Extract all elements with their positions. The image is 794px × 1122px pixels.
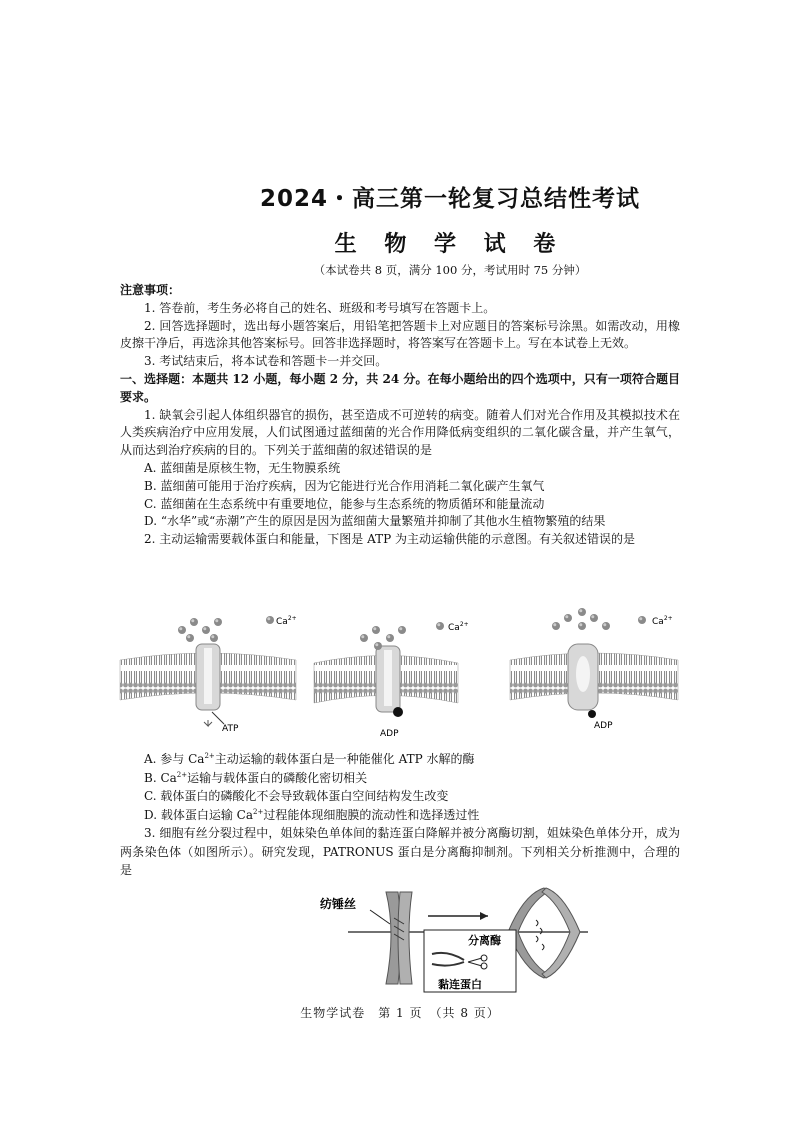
question-1-stem: 1. 缺氧会引起人体组织器官的损伤，甚至造成不可逆转的病变。随着人们对光合作用及其模拟技术在人类疾病治疗中应用发展，人们试图通过蓝细菌的光合作用降低病变组织的二氧化碳含量，并产生氧气，从而达到治疗疾病的目的。下列关于蓝细菌的叙述错误的是: [120, 407, 680, 458]
question-1-option-d: D. “水华”或“赤潮”产生的原因是因为蓝细菌大量繁殖并抑制了其他水生植物繁殖的结果: [144, 514, 606, 529]
ion-label-3: $Ca^{2+}$: [652, 615, 673, 627]
question-2-option-d: D. 载体蛋白运输 $Ca^{2+}$过程能体现细胞膜的流动性和选择透过性: [144, 807, 480, 822]
exam-body: [120, 282, 680, 549]
question-2-option-c: C. 载体蛋白的磷酸化不会导致载体蛋白空间结构发生改变: [144, 789, 449, 803]
section-heading: 一、选择题：本题共 12 小题，每小题 2 分，共 24 分。在每小题给出的四个选项中，只有一项符合题目要求。: [120, 371, 680, 404]
page-footer: 生物学试卷 第 1 页 （共 8 页）: [300, 1006, 500, 1020]
membrane-panel-1: [120, 616, 296, 726]
atp-label: ATP: [222, 724, 239, 734]
chromosome-figure: [318, 884, 590, 994]
question-1-option-c: C. 蓝细菌在生态系统中有重要地位，能参与生态系统的物质循环和能量流动: [144, 496, 545, 511]
notice-heading: 注意事项：: [120, 283, 181, 297]
ion-label-2: $Ca^{2+}$: [448, 621, 469, 633]
cohesin-label: 黏连蛋白: [438, 978, 482, 991]
spindle-label: 纺锤丝: [320, 897, 357, 911]
question-3-stem: 3. 细胞有丝分裂过程中，姐妹染色单体间的黏连蛋白降解并被分离酶切割，姐妹染色单体分开，成为两条染色体（如图所示）。研究发现，PATRONUS 蛋白是分离酶抑制剂。下列相关分析推测中，合理的是: [120, 826, 680, 877]
notice-item: 2. 回答选择题时，选出每小题答案后，用铅笔把答题卡上对应题目的答案标号涂黑。如需改动，用橡皮擦干净后，再选涂其他答案标号。回答非选择题时，将答案写在答题卡上。写在本试卷上无效。: [120, 318, 680, 351]
question-3: [120, 824, 680, 880]
exam-title: 2024・高三第一轮复习总结性考试: [259, 186, 640, 212]
question-2-option-a: A. 参与 $Ca^{2+}$主动运输的载体蛋白是一种能催化 ATP 水解的酶: [144, 752, 475, 766]
question-2-options: [120, 750, 680, 824]
adp-label-2: ADP: [594, 721, 613, 731]
adp-label-1: ADP: [380, 729, 399, 739]
notice-item: 3. 考试结束后，将本试卷和答题卡一并交回。: [144, 354, 388, 369]
atp-transport-figure: [118, 608, 684, 746]
ion-label-1: $Ca^{2+}$: [276, 615, 297, 627]
question-2-stem: 2. 主动运输需要载体蛋白和能量，下图是 ATP 为主动运输供能的示意图。有关叙述错误的是: [144, 532, 635, 547]
question-2-option-b: B. $Ca^{2+}$运输与载体蛋白的磷酸化密切相关: [144, 770, 368, 785]
question-1-option-a: A. 蓝细菌是原核生物，无生物膜系统: [144, 460, 341, 475]
exam-info: （本试卷共 8 页，满分 100 分，考试用时 75 分钟）: [313, 263, 587, 277]
exam-subtitle: 生 物 学 试 卷: [334, 232, 566, 257]
membrane-panel-2: [314, 622, 458, 717]
notice-item: 1. 答卷前，考生务必将自己的姓名、班级和考号填写在答题卡上。: [144, 300, 496, 315]
separase-label: 分离酶: [468, 934, 501, 947]
question-1-option-b: B. 蓝细菌可能用于治疗疾病，因为它能进行光合作用消耗二氧化碳产生氧气: [144, 478, 545, 493]
